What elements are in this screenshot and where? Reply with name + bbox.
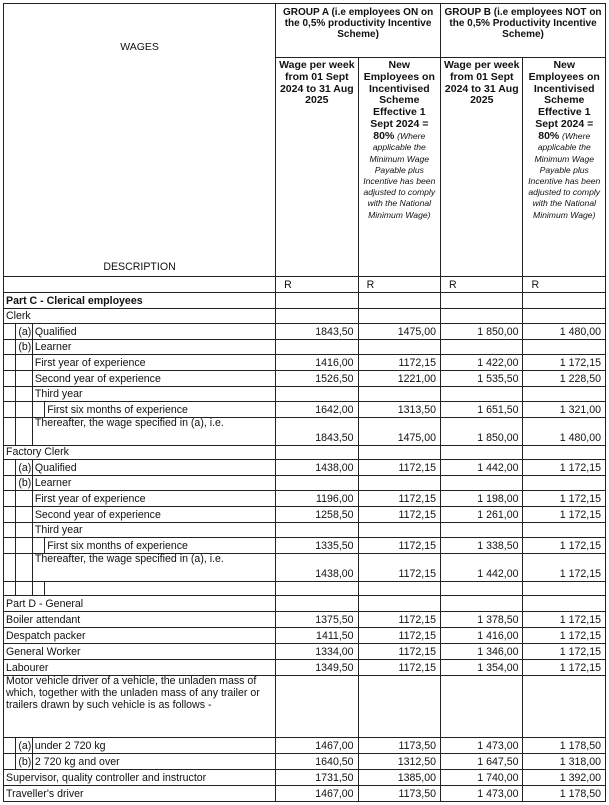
value-cell: 1 172,15: [523, 355, 606, 371]
section-title: Part D - General: [4, 596, 276, 612]
row-label: Labourer: [4, 660, 276, 676]
value-cell: 1475,00: [358, 418, 440, 446]
spacer-row: [4, 582, 606, 596]
value-cell: 1 422,00: [441, 355, 523, 371]
value-cell: 1 740,00: [441, 770, 523, 786]
table-row: [4, 538, 606, 554]
wage-table: [3, 3, 606, 802]
table-row: [4, 371, 606, 387]
value-cell: 1731,50: [276, 770, 358, 786]
value-cell: 1 850,00: [441, 418, 523, 446]
row-label: Qualified: [32, 324, 275, 340]
section-title: Part C - Clerical employees: [4, 293, 276, 309]
table-row: [4, 491, 606, 507]
value-cell: 1 172,15: [523, 538, 606, 554]
value-cell: 1172,15: [358, 644, 440, 660]
row-label: under 2 720 kg: [32, 738, 275, 754]
table-row: [4, 754, 606, 770]
table-row: [4, 460, 606, 476]
group-b-new-employees-header: New Employees on Incentivised Scheme Effective 1 Sept 2024 = 80% (Where applicable the Minimum Wage Payable plus Incentive has been adjusted to comply with the National Minimum Wage): [523, 58, 606, 277]
row-label: Second year of experience: [32, 507, 275, 523]
group-b-header: GROUP B (i.e employees NOT on the 0,5% Productivity Incentive Scheme): [441, 4, 606, 58]
value-cell: 1221,00: [358, 371, 440, 387]
table-row: [4, 644, 606, 660]
row-label: Boiler attendant: [4, 612, 276, 628]
value-cell: 1334,00: [276, 644, 358, 660]
value-cell: 1 172,15: [523, 554, 606, 582]
row-label: 2 720 kg and over: [32, 754, 275, 770]
row-label: Traveller's driver: [4, 786, 276, 802]
row-label: First year of experience: [32, 355, 275, 371]
currency-row: [4, 277, 606, 293]
group-row: [4, 446, 606, 460]
item-index: (b): [16, 340, 32, 355]
value-cell: 1258,50: [276, 507, 358, 523]
value-cell: 1 172,15: [523, 507, 606, 523]
value-cell: 1172,15: [358, 460, 440, 476]
row-label: Second year of experience: [32, 371, 275, 387]
value-cell: 1 178,50: [523, 738, 606, 754]
currency-label: R: [523, 277, 606, 293]
value-cell: 1173,50: [358, 786, 440, 802]
row-label: Motor vehicle driver of a vehicle, the unladen mass of which, together with the unladen mass of any trailer or trailers drawn by such vehicle is as follows -: [4, 676, 276, 738]
value-cell: 1 354,00: [441, 660, 523, 676]
value-cell: 1 442,00: [441, 460, 523, 476]
table-row: [4, 402, 606, 418]
value-cell: 1 172,15: [523, 491, 606, 507]
value-cell: 1172,15: [358, 628, 440, 644]
table-row: [4, 476, 606, 491]
row-label: General Worker: [4, 644, 276, 660]
value-cell: 1411,50: [276, 628, 358, 644]
row-label: Third year: [32, 523, 275, 538]
section-row: [4, 293, 606, 309]
row-label: First six months of experience: [45, 402, 276, 418]
value-cell: 1 261,00: [441, 507, 523, 523]
currency-label: R: [276, 277, 358, 293]
value-cell: 1467,00: [276, 738, 358, 754]
value-cell: 1313,50: [358, 402, 440, 418]
value-cell: 1172,15: [358, 507, 440, 523]
value-cell: 1 480,00: [523, 418, 606, 446]
row-label: Supervisor, quality controller and instructor: [4, 770, 276, 786]
value-cell: 1 392,00: [523, 770, 606, 786]
value-cell: 1438,00: [276, 460, 358, 476]
row-label: Thereafter, the wage specified in (a), i.e.: [32, 554, 275, 582]
value-cell: 1196,00: [276, 491, 358, 507]
value-cell: 1 651,50: [441, 402, 523, 418]
table-row: [4, 340, 606, 355]
value-cell: 1843,50: [276, 418, 358, 446]
value-cell: 1172,15: [358, 538, 440, 554]
table-row: [4, 523, 606, 538]
row-label: Learner: [32, 476, 275, 491]
row-label: Thereafter, the wage specified in (a), i.e.: [32, 418, 275, 446]
value-cell: 1438,00: [276, 554, 358, 582]
value-cell: 1 198,00: [441, 491, 523, 507]
value-cell: 1335,50: [276, 538, 358, 554]
row-label: Despatch packer: [4, 628, 276, 644]
value-cell: 1 172,15: [523, 612, 606, 628]
table-row: [4, 628, 606, 644]
item-index: (a): [16, 738, 32, 754]
item-index: (a): [16, 460, 32, 476]
value-cell: 1467,00: [276, 786, 358, 802]
value-cell: 1642,00: [276, 402, 358, 418]
table-row: [4, 660, 606, 676]
table-row: [4, 387, 606, 402]
row-label: Factory Clerk: [4, 446, 276, 460]
item-index: (b): [16, 754, 32, 770]
wages-description-header: [4, 4, 276, 277]
row-label: Learner: [32, 340, 275, 355]
table-row: [4, 676, 606, 738]
value-cell: 1 172,15: [523, 628, 606, 644]
table-row: [4, 770, 606, 786]
value-cell: 1475,00: [358, 324, 440, 340]
value-cell: 1526,50: [276, 371, 358, 387]
value-cell: 1 416,00: [441, 628, 523, 644]
value-cell: 1172,15: [358, 355, 440, 371]
value-cell: 1 647,50: [441, 754, 523, 770]
table-row: [4, 738, 606, 754]
value-cell: 1640,50: [276, 754, 358, 770]
value-cell: 1416,00: [276, 355, 358, 371]
group-b-wage-header: Wage per week from 01 Sept 2024 to 31 Aug 2025: [441, 58, 523, 277]
table-row: [4, 612, 606, 628]
group-a-wage-header: Wage per week from 01 Sept 2024 to 31 Aug 2025: [276, 58, 358, 277]
wages-title: WAGES: [120, 41, 159, 53]
group-a-new-employees-header: New Employees on Incentivised Scheme Effective 1 Sept 2024 = 80% (Where applicable the Minimum Wage Payable plus Incentive has been adjusted to comply with the National Minimum Wage): [358, 58, 440, 277]
group-a-header: GROUP A (i.e employees ON on the 0,5% productivity Incentive Scheme): [276, 4, 441, 58]
item-index: (a): [16, 324, 32, 340]
value-cell: 1 228,50: [523, 371, 606, 387]
value-cell: 1 172,15: [523, 660, 606, 676]
value-cell: 1349,50: [276, 660, 358, 676]
value-cell: 1 178,50: [523, 786, 606, 802]
value-cell: 1 338,50: [441, 538, 523, 554]
value-cell: 1172,15: [358, 612, 440, 628]
value-cell: 1172,15: [358, 554, 440, 582]
value-cell: 1 318,00: [523, 754, 606, 770]
description-title: DESCRIPTION: [103, 261, 176, 274]
value-cell: 1 321,00: [523, 402, 606, 418]
value-cell: 1385,00: [358, 770, 440, 786]
section-row: [4, 596, 606, 612]
value-cell: 1312,50: [358, 754, 440, 770]
value-cell: 1 850,00: [441, 324, 523, 340]
value-cell: 1172,15: [358, 660, 440, 676]
value-cell: 1 378,50: [441, 612, 523, 628]
item-index: (b): [16, 476, 32, 491]
table-row: [4, 554, 606, 582]
currency-label: R: [441, 277, 523, 293]
value-cell: 1 442,00: [441, 554, 523, 582]
row-label: First six months of experience: [45, 538, 276, 554]
table-row: [4, 507, 606, 523]
row-label: Qualified: [32, 460, 275, 476]
table-row: [4, 355, 606, 371]
group-row: [4, 309, 606, 324]
value-cell: 1 480,00: [523, 324, 606, 340]
value-cell: 1 473,00: [441, 786, 523, 802]
value-cell: 1 473,00: [441, 738, 523, 754]
value-cell: 1172,15: [358, 491, 440, 507]
table-row: [4, 418, 606, 446]
value-cell: 1 172,15: [523, 644, 606, 660]
table-row: [4, 324, 606, 340]
row-label: Clerk: [4, 309, 276, 324]
table-row: [4, 786, 606, 802]
value-cell: 1 172,15: [523, 460, 606, 476]
row-label: First year of experience: [32, 491, 275, 507]
value-cell: 1173,50: [358, 738, 440, 754]
value-cell: 1 535,50: [441, 371, 523, 387]
row-label: Third year: [32, 387, 275, 402]
value-cell: 1 346,00: [441, 644, 523, 660]
value-cell: 1375,50: [276, 612, 358, 628]
currency-label: R: [358, 277, 440, 293]
value-cell: 1843,50: [276, 324, 358, 340]
